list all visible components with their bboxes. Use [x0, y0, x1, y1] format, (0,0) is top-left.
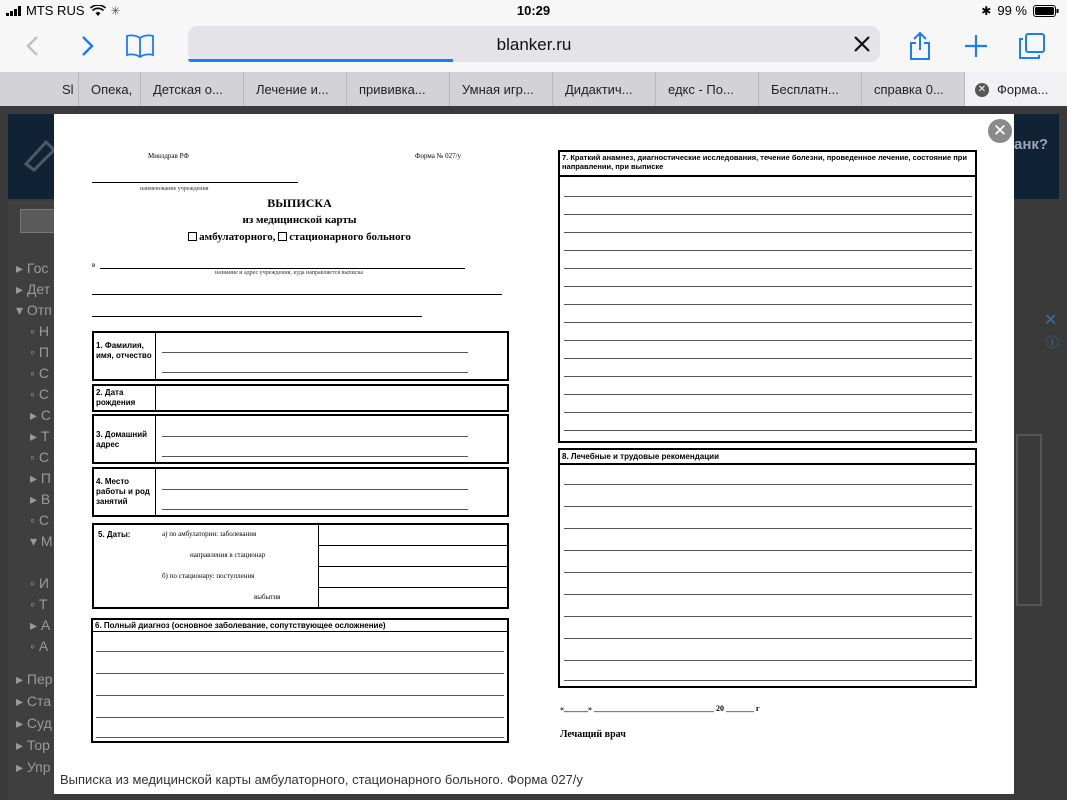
fill-line — [564, 430, 972, 431]
fill-line — [564, 376, 972, 377]
book-icon — [125, 34, 155, 58]
url-text: blanker.ru — [496, 35, 572, 54]
sidebar-item[interactable]: ▸ Дет — [16, 281, 51, 297]
carrier: MTS RUS — [26, 3, 85, 18]
tab[interactable]: Умная игр... — [449, 72, 552, 106]
fill-line — [564, 214, 972, 215]
fill-line — [564, 394, 972, 395]
ministry-label: Минздрав РФ — [148, 152, 189, 160]
chevron-left-icon — [25, 35, 39, 57]
patient-type: амбулаторного, стационарного больного — [92, 231, 507, 243]
field-label: 5. Даты: — [98, 530, 131, 539]
field-label: 7. Краткий анамнез, диагностические исследования, течение болезни, проведенное лечение, состояние при направлении, при выписке — [562, 153, 967, 171]
status-bar — [0, 0, 1067, 22]
battery-icon — [1033, 5, 1059, 17]
tabs-icon — [1018, 32, 1046, 60]
share-icon — [908, 31, 932, 61]
tab[interactable]: Опека, — [78, 72, 140, 106]
fill-line — [564, 196, 972, 197]
fill-line — [96, 717, 504, 718]
tab[interactable]: Sl — [62, 82, 74, 97]
divider — [155, 416, 156, 462]
sidebar-item[interactable]: ◦ Н — [30, 323, 49, 339]
checkbox-ambulatory[interactable] — [188, 232, 197, 241]
divider — [155, 386, 156, 410]
row-line — [319, 587, 507, 588]
tab[interactable]: справка 0... — [861, 72, 964, 106]
institution-line — [92, 182, 298, 183]
row-line — [319, 545, 507, 546]
field-label: 2. Дата рождения — [96, 388, 136, 407]
row-line — [560, 175, 975, 177]
doctor-label: Лечащий врач — [560, 729, 626, 740]
fill-line — [564, 286, 972, 287]
browser-toolbar — [0, 22, 1067, 72]
fill-line — [564, 250, 972, 251]
form-number: Форма № 027/у — [415, 152, 462, 160]
fill-line — [564, 594, 972, 595]
fill-line — [162, 489, 468, 490]
sidebar-item[interactable]: ◦ Т — [30, 596, 48, 612]
fill-line — [564, 358, 972, 359]
form-title: ВЫПИСКА — [267, 196, 332, 210]
date-label: а) по амбулатории: заболевания — [162, 530, 257, 538]
close-tab-icon[interactable]: ✕ — [975, 83, 989, 97]
fill-line — [96, 737, 504, 738]
clock: 10:29 — [516, 3, 551, 18]
tab[interactable]: Лечение и... — [243, 72, 346, 106]
divider — [155, 469, 156, 515]
fill-line — [564, 680, 972, 681]
sidebar-item[interactable]: ▸ С — [30, 407, 52, 423]
bookmarks-button[interactable] — [122, 28, 158, 64]
field-label: 6. Полный диагноз (основное заболевание, сопутствующее осложнение) — [95, 621, 386, 630]
fill-line — [564, 304, 972, 305]
fill-line — [564, 340, 972, 341]
to-line — [100, 268, 465, 269]
checkbox-inpatient[interactable] — [278, 232, 287, 241]
fill-line — [96, 673, 504, 674]
new-tab-button[interactable] — [958, 28, 994, 64]
fill-line — [564, 232, 972, 233]
to-prefix: в — [92, 261, 96, 269]
sidebar-item[interactable]: ◦ С — [30, 386, 49, 402]
image-caption: Выписка из медицинской карты амбулаторного, стационарного больного. Форма 027/у — [60, 772, 583, 787]
field-label: 4. Место работы и род занятий — [96, 477, 150, 506]
fill-line — [564, 506, 972, 507]
fill-line — [162, 352, 468, 353]
sidebar-item[interactable]: ▸ Упр — [16, 759, 51, 775]
forward-button[interactable] — [70, 28, 106, 64]
sidebar-item[interactable]: ▸ Гос — [16, 260, 49, 276]
tab[interactable]: Дидактич... — [552, 72, 655, 106]
institution-caption: наименование учреждения — [140, 186, 209, 192]
fill-line — [162, 509, 468, 510]
close-ad-icon[interactable]: ✕ — [1044, 312, 1058, 329]
form-subtitle: из медицинской карты — [242, 214, 357, 226]
field-diagnosis[interactable] — [91, 618, 509, 743]
fill-line — [162, 456, 468, 457]
row-line — [93, 631, 507, 632]
sidebar-item[interactable]: ▸ А — [30, 617, 51, 633]
sidebar-item[interactable]: ▸ Т — [30, 428, 50, 444]
fill-line — [564, 322, 972, 323]
close-lightbox-icon[interactable]: ✕ — [988, 119, 1012, 143]
sidebar-item[interactable]: ▸ В — [30, 491, 51, 507]
fill-line — [162, 372, 468, 373]
sidebar-item[interactable]: ▸ Суд — [16, 715, 52, 731]
sidebar-item[interactable]: ◦ П — [30, 344, 49, 360]
fill-line — [564, 528, 972, 529]
sidebar-item[interactable]: ◦ С — [30, 449, 49, 465]
share-button[interactable] — [902, 28, 938, 64]
sidebar-item[interactable]: ◦ А — [30, 638, 49, 654]
load-progress-bar — [188, 59, 453, 62]
tab[interactable]: Бесплатн... — [758, 72, 861, 106]
to-line — [92, 316, 422, 317]
fill-line — [564, 660, 972, 661]
row-line — [319, 566, 507, 567]
sidebar-item[interactable]: ▸ П — [30, 470, 51, 486]
sidebar-item[interactable]: ◦ С — [30, 512, 49, 528]
fill-line — [564, 550, 972, 551]
fill-line — [564, 484, 972, 485]
back-button[interactable] — [14, 28, 50, 64]
info-icon[interactable]: ⓘ — [1046, 335, 1060, 350]
tab-strip — [0, 72, 1067, 106]
date-label: б) по стационару: поступления — [162, 572, 255, 580]
field-anamnesis[interactable] — [558, 150, 977, 443]
tab[interactable]: едкс - По... — [655, 72, 758, 106]
address-bar[interactable] — [188, 26, 880, 62]
background-panel — [1016, 434, 1042, 606]
battery-percent: 99 % — [997, 3, 1027, 18]
field-label: 8. Лечебные и трудовые рекомендации — [562, 452, 719, 461]
fill-line — [564, 616, 972, 617]
chevron-right-icon — [81, 35, 95, 57]
tab[interactable]: прививка... — [346, 72, 449, 106]
tab[interactable]: Детская о... — [140, 72, 243, 106]
divider — [155, 333, 156, 379]
activity-icon: ✳ — [110, 3, 121, 18]
sidebar-item[interactable]: ◦ С — [30, 365, 49, 381]
sidebar-item[interactable]: ▾ М — [30, 533, 53, 549]
fill-line — [564, 268, 972, 269]
row-line — [560, 463, 975, 465]
to-caption: название и адрес учреждения, куда направляется выписка — [215, 270, 363, 276]
tabs-button[interactable] — [1014, 28, 1050, 64]
fill-line — [96, 651, 504, 652]
fill-line — [162, 436, 468, 437]
date-label: выбытия — [254, 593, 281, 601]
fill-line — [564, 638, 972, 639]
field-label: 3. Домашний адрес — [96, 430, 148, 449]
date-label: направления в стационар — [190, 551, 266, 559]
field-label: 1. Фамилия, имя, отчество — [96, 341, 152, 360]
stop-icon[interactable] — [850, 32, 874, 56]
sidebar-item[interactable]: ◦ И — [30, 575, 49, 591]
sidebar-item[interactable]: ▾ Отп — [16, 302, 52, 318]
bluetooth-icon: ✱ — [981, 3, 992, 18]
sidebar-item[interactable]: ▸ Пер — [16, 671, 53, 687]
sidebar-item[interactable]: ▸ Ста — [16, 693, 52, 709]
header-link: анк? — [1014, 136, 1049, 153]
fill-line — [96, 695, 504, 696]
plus-icon — [964, 34, 988, 58]
fill-line — [564, 572, 972, 573]
fill-line — [564, 412, 972, 413]
to-line — [92, 294, 502, 295]
sidebar-item[interactable]: ▸ Тор — [16, 737, 50, 753]
date-signature-line: «______» ______________________________ 20 _______ г — [560, 704, 760, 713]
tab-active[interactable]: ✕ Форма... — [964, 72, 1067, 106]
